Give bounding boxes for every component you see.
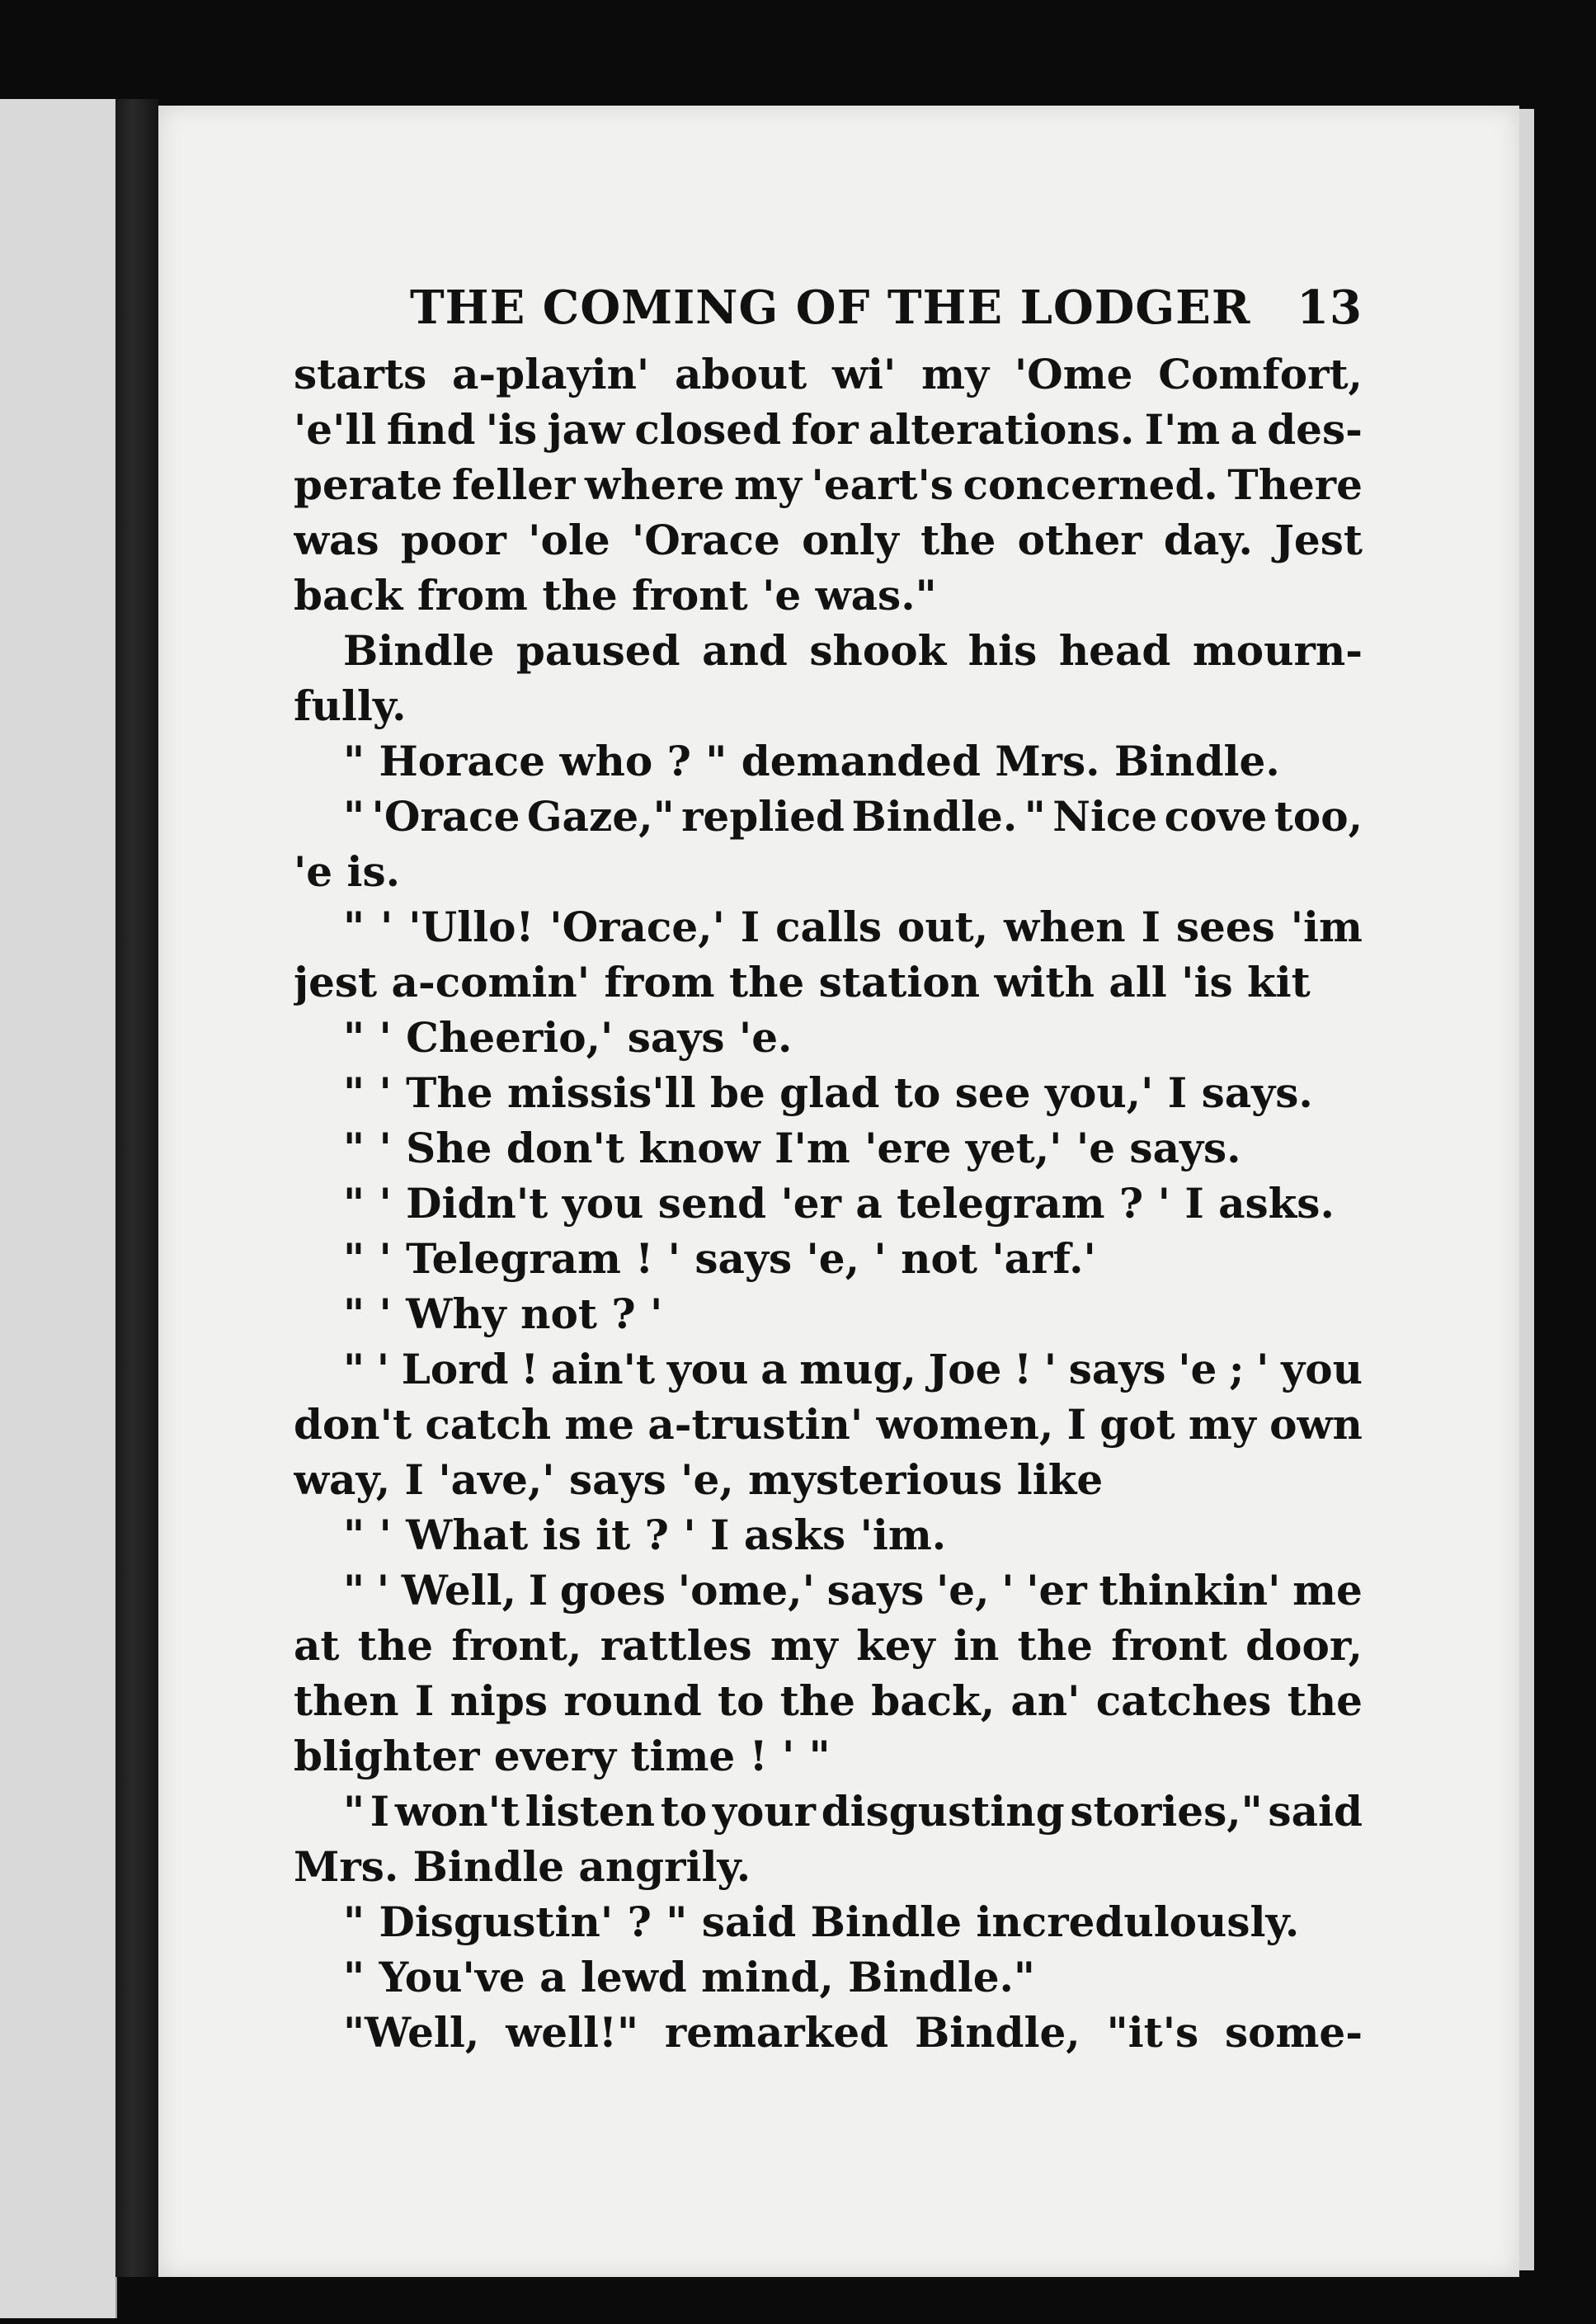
text-line: " ' She don't know I'm 'ere yet,' 'e says. <box>343 1124 1241 1172</box>
book-gutter <box>115 99 158 2277</box>
text-line: back from the front 'e was." <box>294 571 937 620</box>
text-line: was poor 'ole 'Orace only the other day. Jest <box>294 516 1363 564</box>
body-text <box>294 346 1363 2060</box>
text-line: " You've a lewd mind, Bindle." <box>343 1953 1035 2001</box>
text-line: " ' Didn't you send 'er a telegram ? ' I asks. <box>343 1179 1335 1228</box>
text-line: Mrs. Bindle angrily. <box>294 1842 751 1891</box>
text-line: fully. <box>294 681 407 730</box>
text-line: then I nips round to the back, an' catches the <box>294 1676 1363 1725</box>
facing-page-edge <box>0 99 117 2318</box>
text-line: 'e is. <box>294 847 401 896</box>
text-line: jest a-comin' from the station with all 'is kit <box>294 958 1311 1006</box>
text-line: " ' Telegram ! ' says 'e, ' not 'arf.' <box>343 1234 1096 1283</box>
text-line: " Horace who ? " demanded Mrs. Bindle. <box>343 737 1280 785</box>
text-line: 'e'll find 'is jaw closed for alterations. I'm a des- <box>294 405 1363 454</box>
text-line: "Well, well!" remarked Bindle, "it's some- <box>343 2008 1363 2057</box>
text-line: " ' 'Ullo! 'Orace,' I calls out, when I sees 'im <box>343 903 1363 951</box>
text-line: " ' What is it ? ' I asks 'im. <box>343 1511 947 1559</box>
text-line: at the front, rattles my key in the front door, <box>294 1621 1363 1670</box>
text-line: " ' The missis'll be glad to see you,' I says. <box>343 1068 1313 1117</box>
text-line: perate feller where my 'eart's concerned. There <box>294 460 1363 509</box>
text-line: " Disgustin' ? " said Bindle incredulously. <box>343 1897 1300 1946</box>
running-title: THE COMING OF THE LODGER <box>410 280 1251 335</box>
text-line: blighter every time ! ' " <box>294 1732 831 1780</box>
text-line: starts a-playin' about wi' my 'Ome Comfort, <box>294 350 1363 398</box>
text-line: " 'Orace Gaze," replied Bindle. " Nice cove too, <box>343 792 1363 841</box>
page-number: 13 <box>1297 280 1363 335</box>
text-line: " ' Why not ? ' <box>343 1289 663 1338</box>
page-header <box>410 280 1363 346</box>
text-line: " ' Lord ! ain't you a mug, Joe ! ' says 'e ; ' you <box>343 1345 1363 1393</box>
text-line: " ' Well, I goes 'ome,' says 'e, ' 'er thinkin' me <box>343 1566 1363 1615</box>
page-edge-shadow <box>1519 109 1534 2270</box>
text-line: " ' Cheerio,' says 'e. <box>343 1013 793 1062</box>
text-line: don't catch me a-trustin' women, I got my own <box>294 1400 1363 1449</box>
text-line: " I won't listen to your disgusting stories," said <box>343 1787 1363 1836</box>
text-line: Bindle paused and shook his head mourn- <box>343 626 1363 675</box>
text-line: way, I 'ave,' says 'e, mysterious like <box>294 1455 1104 1504</box>
